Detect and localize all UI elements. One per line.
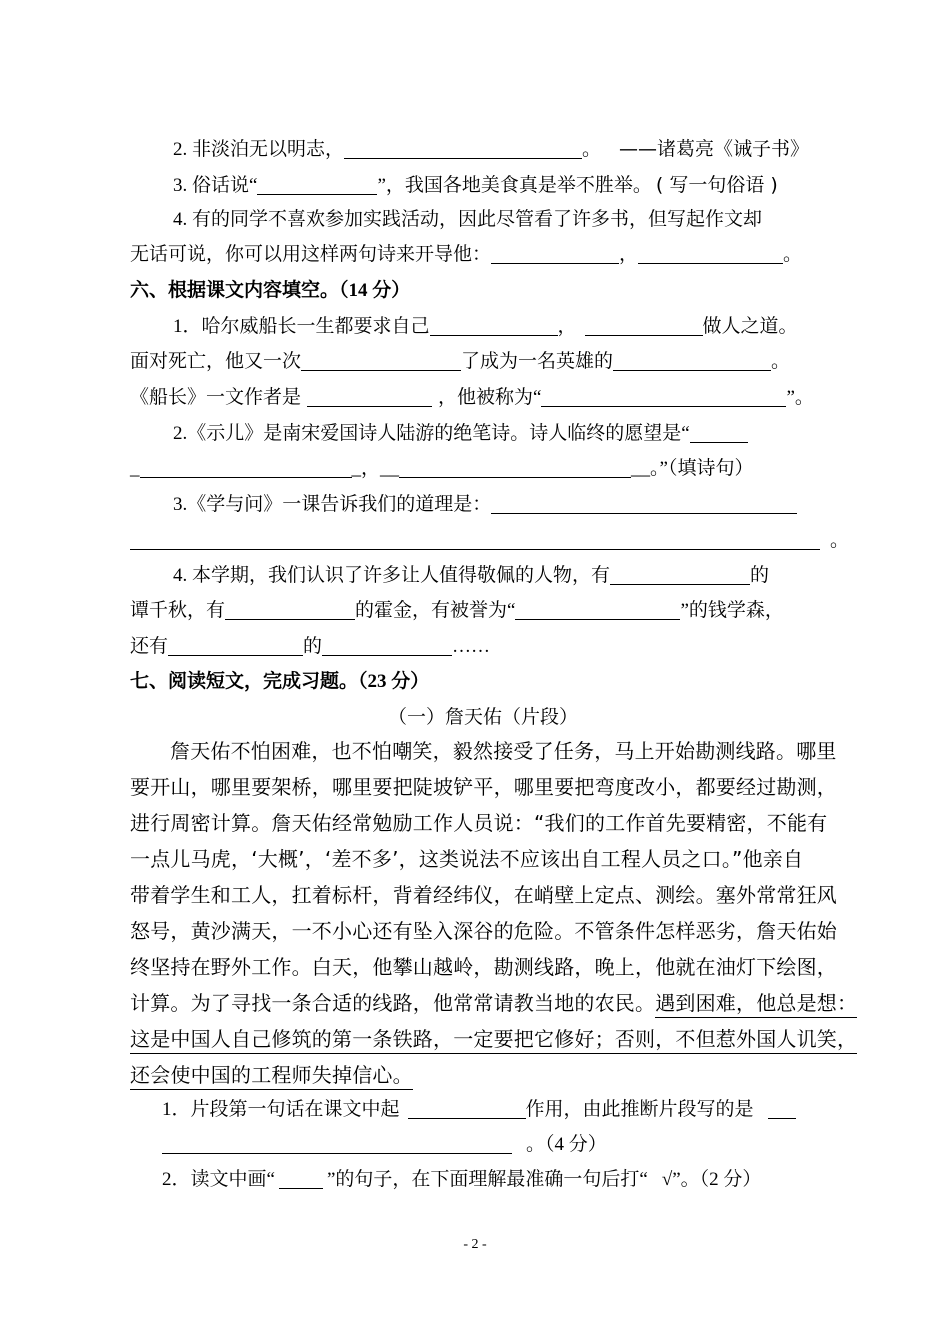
s6-q1-a: 1．哈尔威船长一生都要求自己	[173, 316, 430, 337]
q5-item3	[173, 171, 778, 200]
passage-line	[130, 1021, 858, 1057]
answer-blank[interactable]	[225, 599, 355, 620]
s6-q1-line2	[130, 348, 790, 376]
s6-q1-d: 面对死亡，他又一次	[130, 351, 302, 372]
s6-q4-line1	[173, 562, 769, 590]
q5-item3-text: 3. 俗话说“	[173, 175, 258, 196]
passage-line: 进行周密计算。詹天佑经常勉励工作人员说：“我们的工作首先要精密，不能有	[130, 811, 828, 835]
s6-q4-c: 谭千秋，有	[130, 600, 226, 621]
answer-blank[interactable]	[307, 386, 432, 407]
passage-line	[130, 1057, 850, 1093]
underlined-sentence: 这是中国人自己修筑的第一条铁路，一定要把它修好；否则，不但惹外国人讥笑，	[130, 1027, 857, 1054]
s6-q1-h: ，他被称为“	[438, 387, 542, 408]
answer-blank[interactable]	[322, 635, 452, 656]
passage-line: 带着学生和工人，扛着标杆，背着经纬仪，在峭壁上定点、测绘。塞外常常狂风	[130, 883, 837, 907]
passage-line8-plain: 计算。为了寻找一条合适的线路，他常常请教当地的农民。	[130, 991, 656, 1015]
s6-q4-d: 的霍金，有被誉为“	[355, 600, 516, 621]
passage-title: （一）詹天佑（片段）	[388, 707, 579, 728]
s7-q2-c: √”。（2 分）	[661, 1169, 762, 1190]
s6-q1-c: 做人之道。	[702, 316, 798, 337]
page-number: - 2 -	[463, 1237, 487, 1252]
q5-item2-source: ——诸葛亮《诫子书》	[619, 138, 810, 160]
answer-blank[interactable]	[301, 350, 461, 371]
q5-item3-note: ( 写一句俗语 )	[655, 174, 778, 196]
underline-sample	[279, 1168, 323, 1189]
q5-item2	[173, 135, 809, 164]
s6-q1-line1	[173, 313, 798, 341]
section6-heading: 六、根据课文内容填空。（14 分）	[130, 280, 411, 301]
answer-blank[interactable]	[399, 457, 631, 478]
s6-q2-line1	[173, 420, 748, 448]
s7-q2-a: 2．读文中画“	[162, 1169, 275, 1190]
q5-item4-line1: 4. 有的同学不喜欢参加实践活动，因此尽管看了许多书，但写起作文却	[173, 209, 763, 230]
s7-q1-line1	[162, 1096, 796, 1124]
underlined-sentence: 还会使中国的工程师失掉信心。	[130, 1063, 413, 1090]
answer-blank[interactable]	[168, 635, 303, 656]
s6-q1-i: ”。	[786, 387, 814, 408]
answer-blank[interactable]	[613, 350, 771, 371]
answer-blank[interactable]	[130, 529, 820, 550]
q5-item2-end: 。	[582, 139, 602, 160]
passage-line	[130, 985, 858, 1021]
answer-blank[interactable]	[585, 315, 703, 336]
s6-q1-e: 了成为一名英雄的	[461, 351, 614, 372]
s7-q2-b: ”的句子，在下面理解最准确一句后打“	[326, 1169, 648, 1190]
answer-blank[interactable]	[541, 386, 786, 407]
answer-blank[interactable]	[408, 1098, 526, 1119]
s7-q2	[162, 1166, 761, 1194]
q5-item4-line2-text: 无话可说，你可以用这样两句诗来开导他：	[130, 244, 492, 265]
underlined-sentence: 遇到困难，他总是想：	[655, 991, 857, 1018]
answer-blank[interactable]	[491, 243, 619, 264]
s6-q3-b: 。	[830, 530, 850, 551]
answer-blank[interactable]	[140, 457, 352, 478]
s6-q3-a: 3.《学与问》一课告诉我们的道理是：	[173, 494, 492, 515]
passage-line: 怒号，黄沙满天，一不小心还有坠入深谷的危险。不管条件怎样恶劣，詹天佑始	[130, 919, 837, 943]
s6-q1-line3	[130, 384, 814, 412]
s7-q1-a: 1．片段第一句话在课文中起	[162, 1099, 400, 1120]
s6-q3-line2	[130, 527, 849, 555]
answer-blank[interactable]	[638, 243, 783, 264]
passage-line: 要开山，哪里要架桥，哪里要把陡坡铲平，哪里要把弯度改小，都要经过勘测，	[130, 775, 837, 799]
passage-line: 詹天佑不怕困难，也不怕嘲笑，毅然接受了任务，马上开始勘测线路。哪里	[170, 739, 837, 763]
answer-blank[interactable]	[768, 1098, 796, 1119]
answer-blank[interactable]	[257, 174, 377, 195]
s6-q2-d: __。”（填诗句）	[631, 458, 754, 479]
s6-q1-b: ，	[557, 316, 577, 337]
s6-q2-c: _，__	[351, 458, 400, 479]
q5-item4-line2	[130, 241, 802, 269]
passage-line: 一点儿马虎，‘大概’，‘差不多’，这类说法不应该出自工程人员之口。”他亲自	[130, 847, 804, 871]
s6-q3-line1	[173, 491, 797, 519]
s6-q4-line3	[130, 633, 490, 661]
answer-blank[interactable]	[515, 599, 680, 620]
answer-blank[interactable]	[162, 1133, 512, 1154]
answer-blank[interactable]	[610, 564, 750, 585]
s6-q1-g: 《船长》一文作者是	[130, 387, 302, 408]
s6-q1-f: 。	[771, 351, 791, 372]
passage-line: 终坚持在野外工作。白天，他攀山越岭，勘测线路，晚上，他就在油灯下绘图，	[130, 955, 837, 979]
s6-q2-b: _	[130, 458, 140, 479]
q5-item2-text: 2. 非淡泊无以明志，	[173, 139, 345, 160]
s6-q4-line2	[130, 597, 784, 625]
s6-q2-line2	[130, 455, 753, 483]
passage-body	[130, 733, 858, 1093]
answer-blank[interactable]	[690, 422, 748, 443]
q5-item4-comma: ，	[619, 244, 639, 265]
s6-q4-b: 的	[750, 565, 770, 586]
answer-blank[interactable]	[344, 138, 582, 159]
s6-q4-e: ”的钱学森，	[680, 600, 784, 621]
answer-blank[interactable]	[430, 315, 558, 336]
s6-q4-f: 还有	[130, 636, 169, 657]
q5-item4-end: 。	[783, 244, 803, 265]
s7-q1-line2	[162, 1131, 607, 1159]
section7-heading: 七、阅读短文，完成习题。（23 分）	[130, 671, 430, 692]
s7-q1-b: 作用，由此推断片段写的是	[525, 1099, 754, 1120]
s6-q4-g: 的	[303, 636, 323, 657]
s6-q2-a: 2.《示儿》是南宋爱国诗人陆游的绝笔诗。诗人临终的愿望是“	[173, 423, 690, 444]
s7-q1-c: 。（4 分）	[526, 1134, 607, 1155]
answer-blank[interactable]	[491, 493, 797, 514]
s6-q4-h: ……	[452, 636, 491, 657]
s6-q4-a: 4. 本学期，我们认识了许多让人值得敬佩的人物，有	[173, 565, 611, 586]
q5-item3-mid: ”，我国各地美食真是举不胜举。	[377, 175, 652, 196]
